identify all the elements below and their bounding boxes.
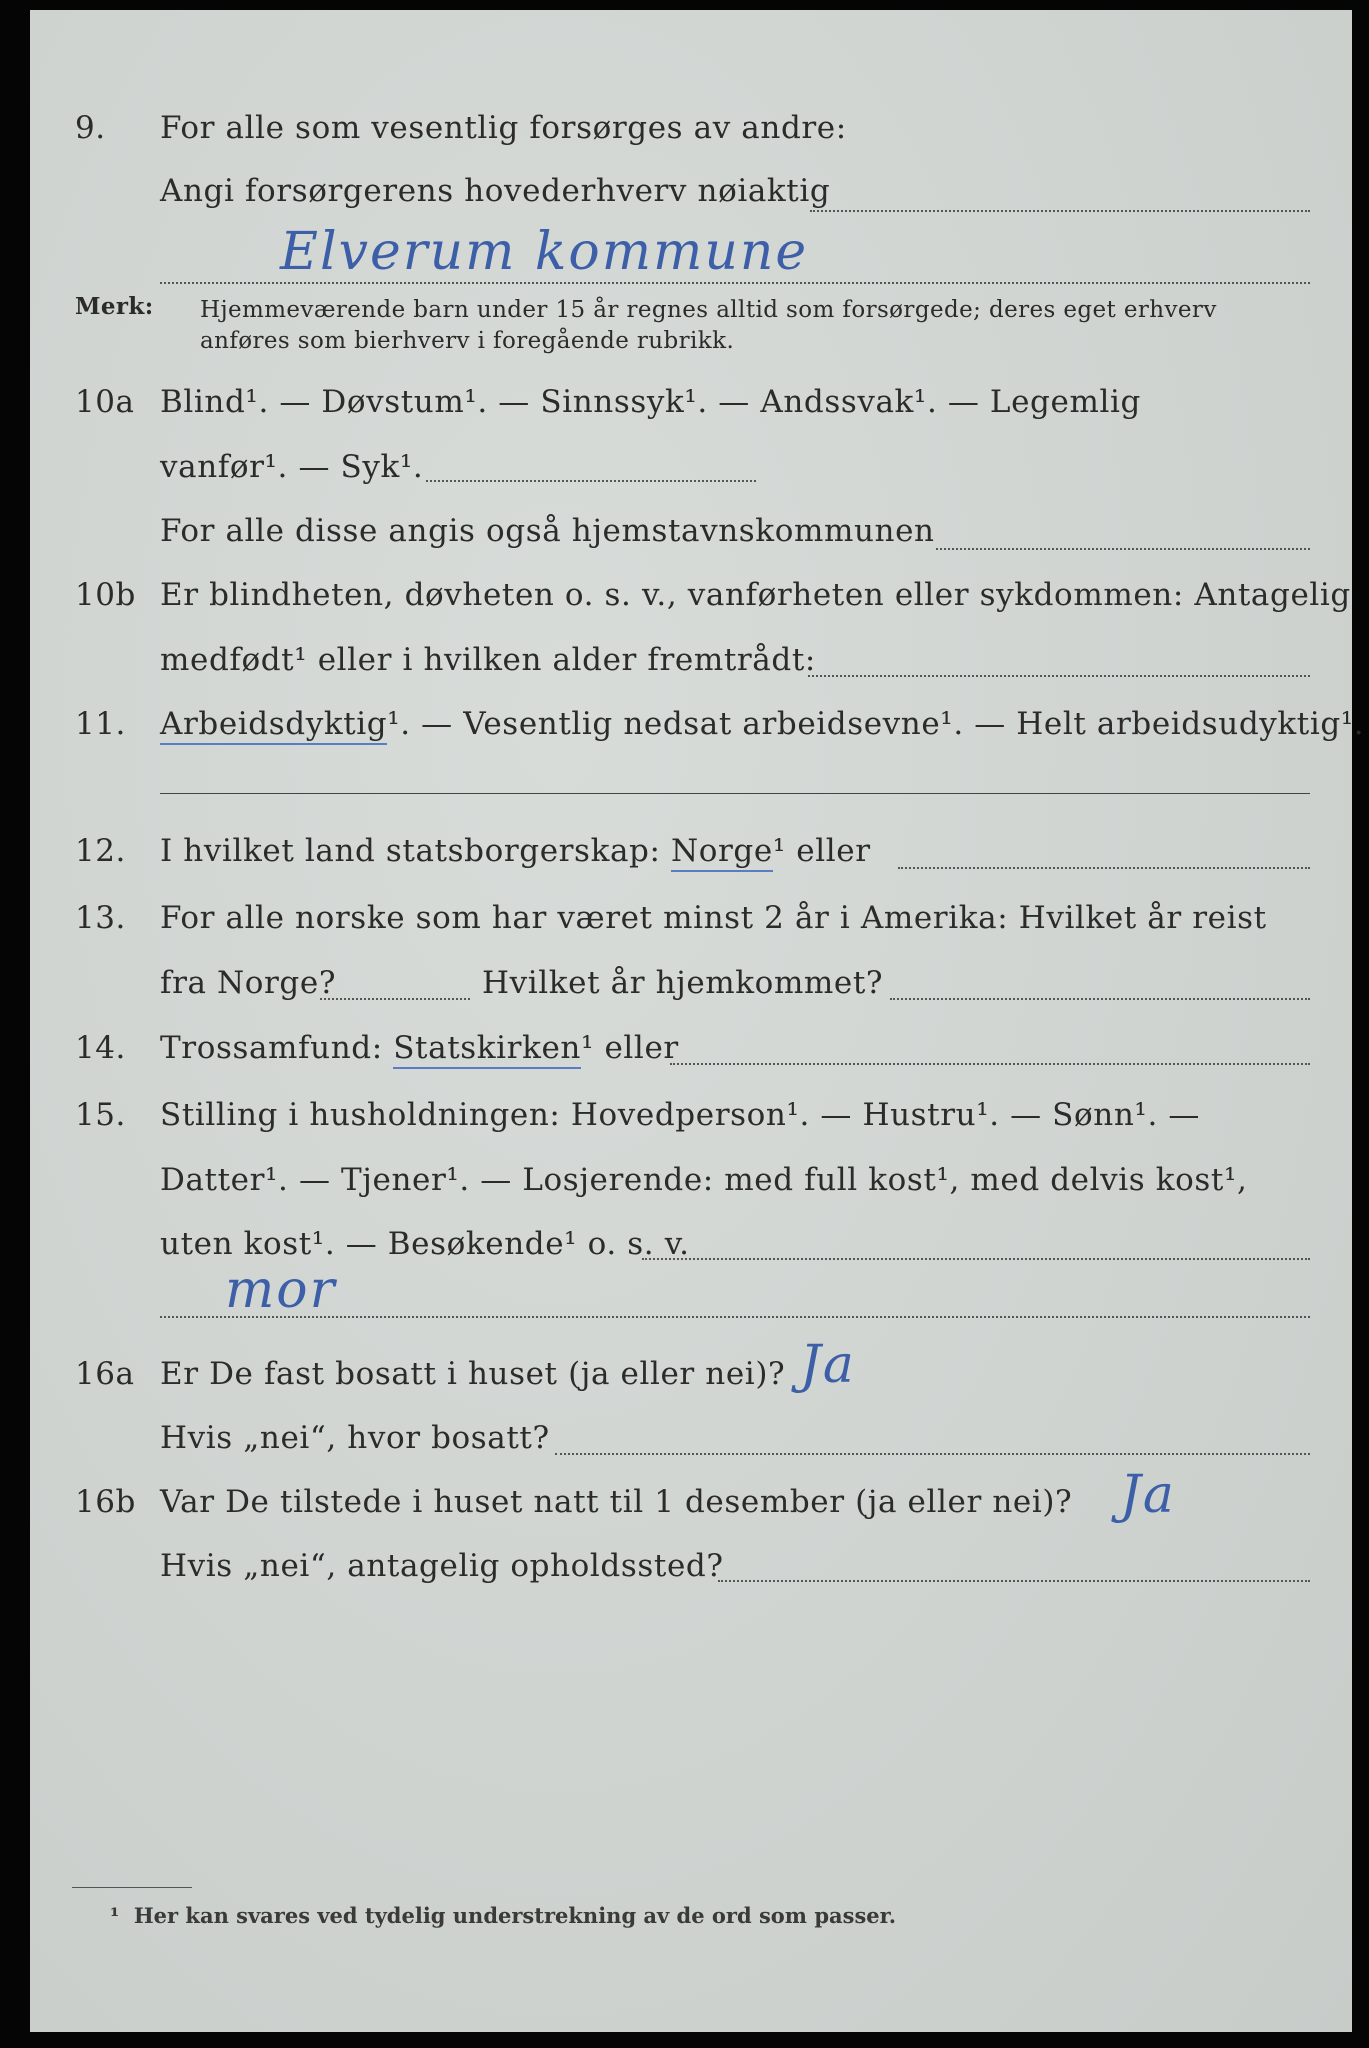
q9-line2: Angi forsørgerens hovederhverv nøiaktig xyxy=(160,173,831,209)
q15-line1: Stilling i husholdningen: Hovedperson¹. — Hustru¹. — Sønn¹. — xyxy=(160,1097,1200,1133)
footnote-mark: ¹ xyxy=(110,1903,120,1928)
q9-number: 9. xyxy=(75,110,106,146)
q10b-line1: Er blindheten, døvheten o. s. v., vanførheten eller sykdommen: Antagelig xyxy=(160,577,1351,613)
q15-fill-line xyxy=(642,1258,1310,1260)
q14-underlined-word: Statskirken xyxy=(393,1030,581,1069)
merk-line2: anføres som bierhverv i foregående rubrikk. xyxy=(200,328,735,354)
q16a-line1: Er De fast bosatt i huset (ja eller nei)? xyxy=(160,1356,786,1392)
q16a-number: 16a xyxy=(75,1356,135,1392)
footnote-text: Her kan svares ved tydelig understrekning av de ord som passer. xyxy=(133,1903,897,1928)
q12-fill-line xyxy=(898,867,1310,869)
q16b-handwritten-answer: Ja xyxy=(1120,1465,1176,1525)
q14-rest: ¹ eller xyxy=(580,1030,679,1066)
q9-fill-line xyxy=(810,210,1310,212)
q10a-fill-line2 xyxy=(936,548,1310,550)
q9-handwritten-answer: Elverum kommune xyxy=(280,222,809,282)
footnote xyxy=(110,1903,896,1928)
q16a-fill-line xyxy=(555,1453,1310,1455)
q16a-line2: Hvis „nei“, hvor bosatt? xyxy=(160,1420,550,1456)
q12-text: I hvilket land statsborgerskap: xyxy=(160,833,661,869)
q12-underlined-word: Norge xyxy=(671,833,773,872)
q14-fill-line xyxy=(670,1063,1310,1065)
q16b-fill-line xyxy=(718,1580,1310,1582)
q16b-line1: Var De tilstede i huset natt til 1 desember (ja eller nei)? xyxy=(160,1484,1073,1520)
q14-text: Trossamfund: xyxy=(160,1030,383,1066)
q11-number: 11. xyxy=(75,706,126,742)
q15-number: 15. xyxy=(75,1097,126,1133)
q10b-fill-line xyxy=(808,675,1310,677)
q15-handwritten-answer: mor xyxy=(225,1260,337,1320)
q13-fill-line-b xyxy=(890,998,1310,1000)
merk-line1: Hjemmeværende barn under 15 år regnes alltid som forsørgede; deres eget erhverv xyxy=(200,297,1217,323)
q12-rest: ¹ eller xyxy=(772,833,871,869)
q14-line xyxy=(160,1030,679,1066)
q10a-fill-line xyxy=(426,480,756,482)
q13-line2a: fra Norge? xyxy=(160,965,337,1001)
q12-line xyxy=(160,833,871,869)
q16b-line2: Hvis „nei“, antagelig opholdssted? xyxy=(160,1548,724,1584)
q15-answer-line xyxy=(160,1316,1310,1318)
q10a-line1: Blind¹. — Døvstum¹. — Sinnssyk¹. — Andssvak¹. — Legemlig xyxy=(160,384,1141,420)
q11-underlined-word: Arbeidsdyktig xyxy=(160,706,387,745)
q9-answer-line xyxy=(160,282,1310,284)
q15-line3: uten kost¹. — Besøkende¹ o. s. v. xyxy=(160,1226,690,1262)
q13-line2b: Hvilket år hjemkommet? xyxy=(482,965,884,1001)
q16a-handwritten-answer: Ja xyxy=(800,1335,856,1395)
q11-fill-line xyxy=(160,793,1310,794)
q10b-number: 10b xyxy=(75,577,136,613)
q13-number: 13. xyxy=(75,900,126,936)
q13-fill-line-a xyxy=(320,998,470,1000)
q10a-line2: vanfør¹. — Syk¹. xyxy=(160,449,424,485)
q14-number: 14. xyxy=(75,1030,126,1066)
q11-rest: ¹. — Vesentlig nedsat arbeidsevne¹. — Helt arbeidsudyktig¹. xyxy=(387,706,1365,742)
q16b-number: 16b xyxy=(75,1484,136,1520)
footnote-rule xyxy=(72,1887,192,1888)
q11-line xyxy=(160,706,1364,742)
merk-label: Merk: xyxy=(75,293,154,320)
q10a-line3: For alle disse angis også hjemstavnskommunen xyxy=(160,513,935,549)
q10b-line2: medfødt¹ eller i hvilken alder fremtrådt: xyxy=(160,642,816,678)
q12-number: 12. xyxy=(75,833,126,869)
q15-line2: Datter¹. — Tjener¹. — Losjerende: med full kost¹, med delvis kost¹, xyxy=(160,1162,1248,1198)
q9-line1: For alle som vesentlig forsørges av andre: xyxy=(160,110,847,146)
q10a-number: 10a xyxy=(75,384,135,420)
census-form-page xyxy=(30,10,1365,2032)
q13-line1: For alle norske som har været minst 2 år i Amerika: Hvilket år reist xyxy=(160,900,1267,936)
